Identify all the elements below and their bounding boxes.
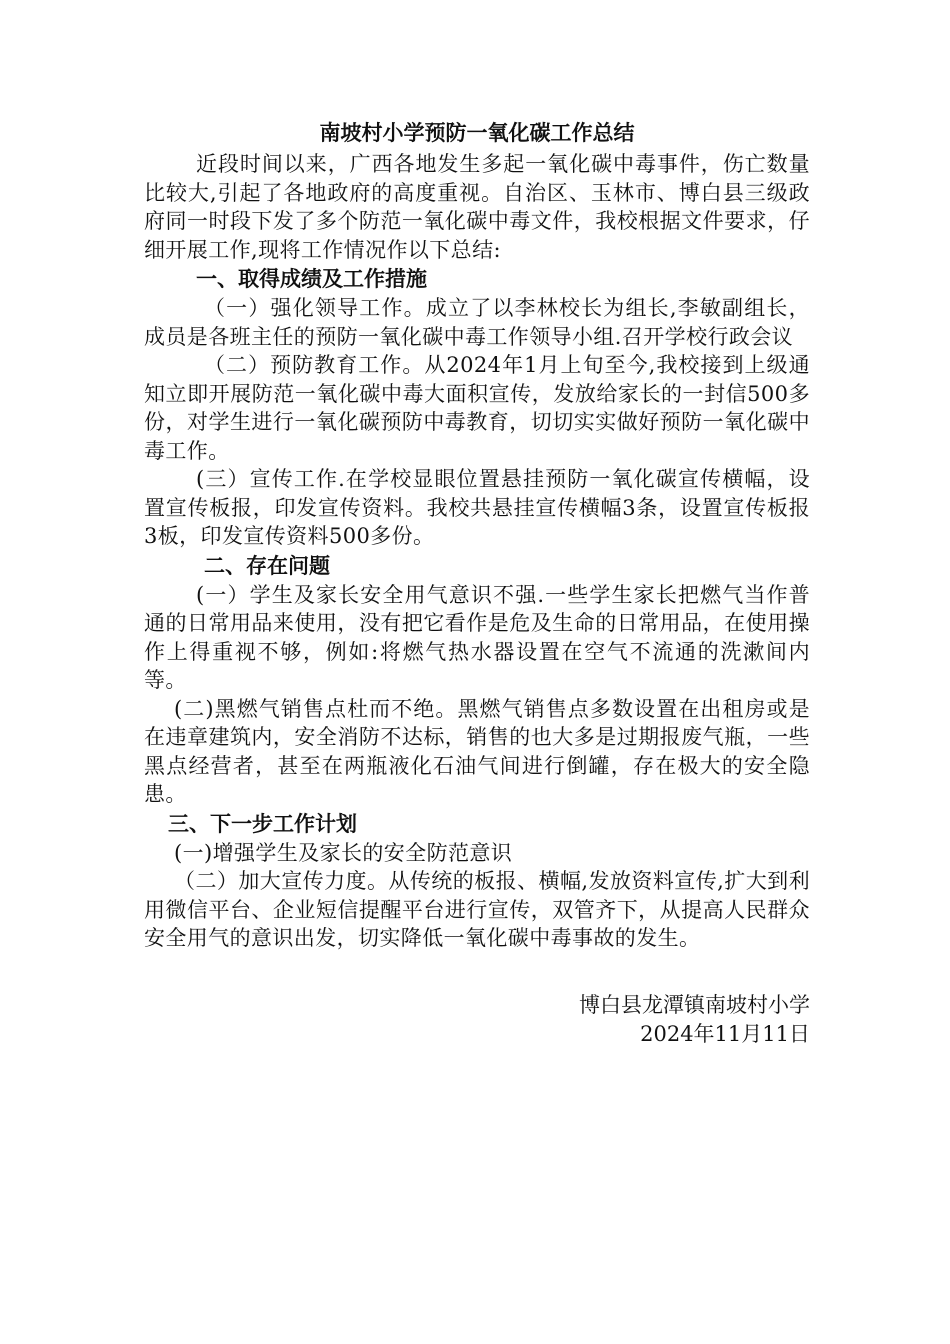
section1-heading: 一、取得成绩及工作措施	[196, 266, 427, 291]
signature-date: 2024年11月11日	[640, 1021, 810, 1046]
section2-paragraph-1: (一）学生及家长安全用气意识不强.一些学生家长把燃气当作普通的日常用品来使用，没有把它看作是危及生命的日常用品，在使用操作上得重视不够，例如:将燃气热水器设置在空气不流通的洗漱间内等。	[144, 582, 810, 692]
signature-block	[144, 991, 810, 1049]
section2-paragraph-2: (二)黑燃气销售点杜而不绝。黑燃气销售点多数设置在出租房或是在违章建筑内，安全消防不达标，销售的也大多是过期报废气瓶，一些黑点经营者，甚至在两瓶液化石油气间进行倒罐，存在极大的安全隐患。	[144, 696, 810, 806]
document-title: 南坡村小学预防一氧化碳工作总结	[319, 120, 635, 145]
section1-paragraph-1: （一）强化领导工作。成立了以李林校长为组长,李敏副组长，成员是各班主任的预防一氧化碳中毒工作领导小组.召开学校行政会议	[144, 296, 810, 349]
section3-paragraph-2: （二）加大宣传力度。从传统的板报、横幅,发放资料宣传,扩大到利用微信平台、企业短信提醒平台进行宣传，双管齐下，从提高人民群众安全用气的意识出发，切实降低一氧化碳中毒事故的发生。	[144, 869, 810, 950]
section1-paragraph-2: （二）预防教育工作。从2024年1月上旬至今,我校接到上级通知立即开展防范一氧化碳中毒大面积宣传，发放给家长的一封信500多份，对学生进行一氧化碳预防中毒教育，切切实实做好预防一氧化碳中毒工作。	[144, 353, 810, 463]
section2-heading: 二、存在问题	[204, 552, 330, 578]
intro-paragraph: 近段时间以来，广西各地发生多起一氧化碳中毒事件，伤亡数量比较大,引起了各地政府的高度重视。自治区、玉林市、博白县三级政府同一时段下发了多个防范一氧化碳中毒文件，我校根据文件要求，仔细开展工作,现将工作情况作以下总结:	[144, 152, 810, 262]
section3-paragraph-1: (一)增强学生及家长的安全防范意识	[174, 840, 513, 865]
signature-org: 博白县龙潭镇南坡村小学	[579, 992, 810, 1017]
document-page	[144, 118, 810, 1049]
section1-paragraph-3: (三）宣传工作.在学校显眼位置悬挂预防一氧化碳宣传横幅，设置宣传板报，印发宣传资料。我校共悬挂宣传横幅3条，设置宣传板报3板，印发宣传资料500多份。	[144, 467, 810, 548]
section3-heading: 三、下一步工作计划	[168, 810, 357, 836]
